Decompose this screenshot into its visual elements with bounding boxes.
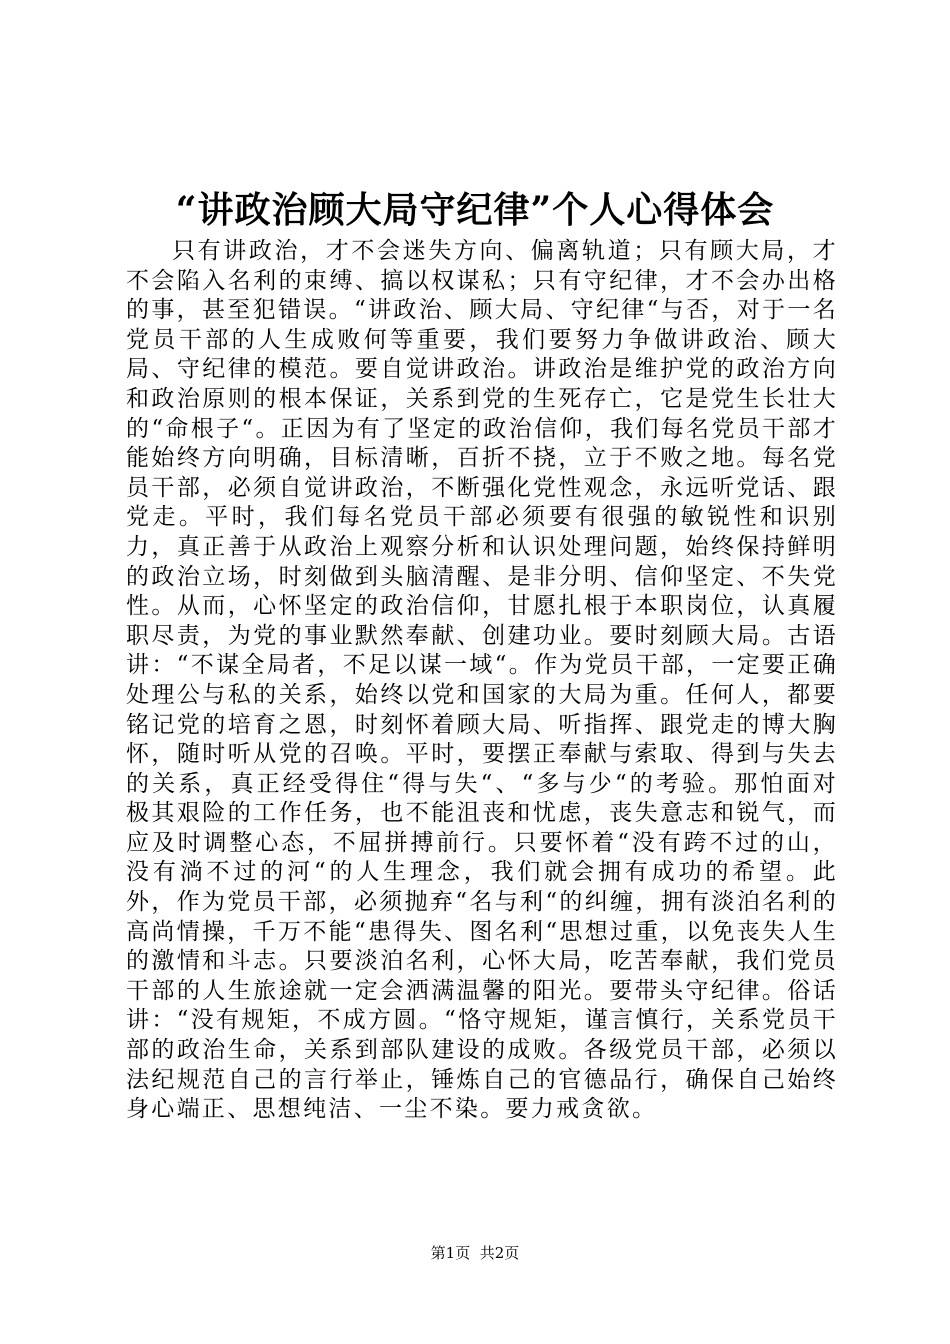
- page-number: 第1页: [430, 1244, 471, 1262]
- page-total: 共2页: [479, 1244, 520, 1262]
- body-paragraph: 只有讲政治，才不会迷失方向、偏离轨道；只有顾大局，才不会陷入名利的束缚、搞以权谋私；只有守纪律，才不会办出格的事，甚至犯错误。“讲政治、顾大局、守纪律“与否，对于一名党员干部的人生成败何等重要，我们要努力争做讲政治、顾大局、守纪律的模范。要自觉讲政治。讲政治是维护党的政治方向和政治原则的根本保证，关系到党的生死存亡，它是党生长壮大的“命根子“。正因为有了坚定的政治信仰，我们每名党员干部才能始终方向明确，目标清晰，百折不挠，立于不败之地。每名党员干部，必须自觉讲政治，不断强化党性观念，永远听党话、跟党走。平时，我们每名党员干部必须要有很强的敏锐性和识别力，真正善于从政治上观察分析和认识处理问题，始终保持鲜明的政治立场，时刻做到头脑清醒、是非分明、信仰坚定、不失党性。从而，心怀坚定的政治信仰，甘愿扎根于本职岗位，认真履职尽责，为党的事业默然奉献、创建功业。要时刻顾大局。古语讲：“不谋全局者，不足以谋一域“。作为党员干部，一定要正确处理公与私的关系，始终以党和国家的大局为重。任何人，都要铭记党的培育之恩，时刻怀着顾大局、听指挥、跟党走的博大胸怀，随时听从党的召唤。平时，要摆正奉献与索取、得到与失去的关系，真正经受得住“得与失“、“多与少“的考验。那怕面对极其艰险的工作任务，也不能沮丧和忧虑，丧失意志和锐气，而应及时调整心态，不屈拼搏前行。只要怀着“没有跨不过的山，没有淌不过的河“的人生理念，我们就会拥有成功的希望。此外，作为党员干部，必须抛弃“名与利“的纠缠，拥有淡泊名利的高尚情操，千万不能“患得失、图名利“思想过重，以免丧失人生的激情和斗志。只要淡泊名利，心怀大局，吃苦奉献，我们党员干部的人生旅途就一定会洒满温馨的阳光。要带头守纪律。俗话讲：“没有规矩，不成方圆。“恪守规矩，谨言慎行，关系党员干部的政治生命，关系到部队建设的成败。各级党员干部，必须以法纪规范自己的言行举止，锤炼自己的官德品行，确保自己始终身心端正、思想纯洁、一尘不染。要力戒贪欲。: [126, 238, 838, 1123]
- page-footer: [0, 1243, 950, 1263]
- footer-separator: [470, 1244, 480, 1262]
- document-title: “讲政治顾大局守纪律”个人心得体会: [175, 189, 775, 231]
